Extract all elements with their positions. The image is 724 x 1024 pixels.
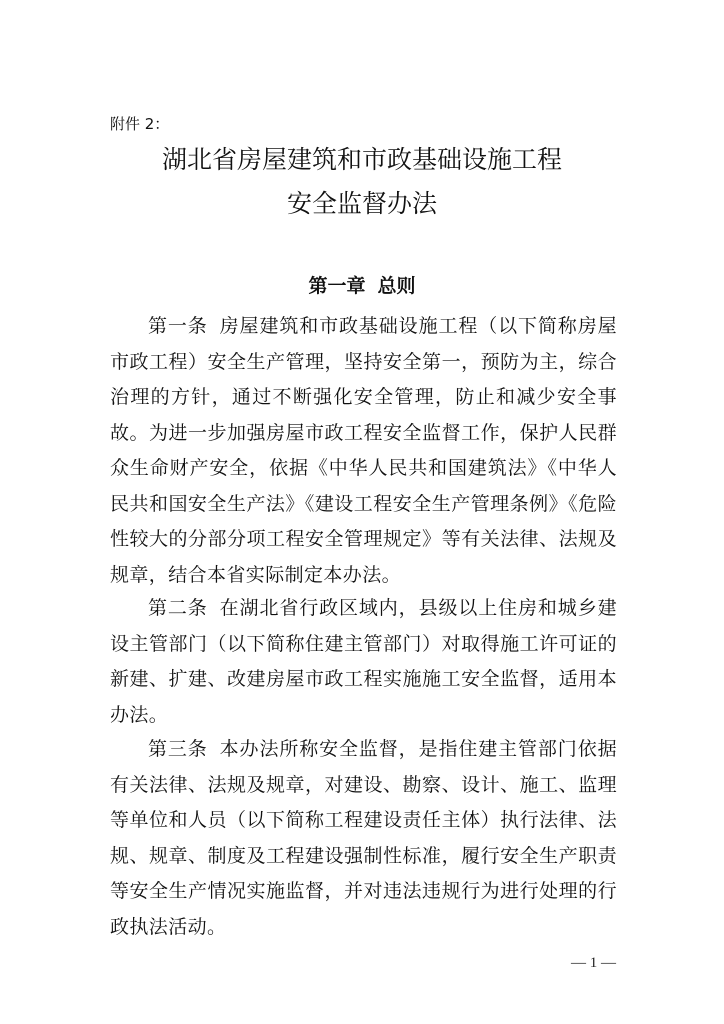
chapter-name: 总则 [377,275,416,297]
chapter-number: 第一章 [308,275,366,297]
attachment-label: 附件 2： [110,115,170,133]
article-text: 房屋建筑和市政基础设施工程（以下简称房屋市政工程）安全生产管理，坚持安全第一，预防为主，综合治理的方针，通过不断强化安全管理，防止和减少安全事故。为进一步加强房屋市政工程安全监督工作，保护人民群众生命财产安全，依据《中华人民共和国建筑法》《中华人民共和国安全生产法》《建设工程安全生产管理条例》《危险性较大的分部分项工程安全管理规定》等有关法律、法规及规章，结合本省实际制定本办法。 [110,315,617,586]
page-number: — 1 — [571,955,616,971]
document-title-line-2: 安全监督办法 [286,189,437,218]
article-number: 第一条 [148,315,208,337]
article-paragraph [110,732,617,945]
chapter-heading [0,272,724,300]
article-text: 本办法所称安全监督，是指住建主管部门依据有关法律、法规及规章，对建设、勘察、设计、施工、监理等单位和人员（以下简称工程建设责任主体）执行法律、法规、规章、制度及工程建设强制性标准，履行安全生产职责等安全生产情况实施监督，并对违法违规行为进行处理的行政执法活动。 [110,738,617,938]
article-number: 第二条 [148,597,208,619]
article-text: 在湖北省行政区域内，县级以上住房和城乡建设主管部门（以下简称住建主管部门）对取得施工许可证的新建、扩建、改建房屋市政工程实施施工安全监督，适用本办法。 [110,597,617,726]
article-paragraph [110,591,617,733]
article-number: 第三条 [148,738,208,760]
document-title-line-1: 湖北省房屋建筑和市政基础设施工程 [161,145,562,174]
article-paragraph [110,309,617,593]
